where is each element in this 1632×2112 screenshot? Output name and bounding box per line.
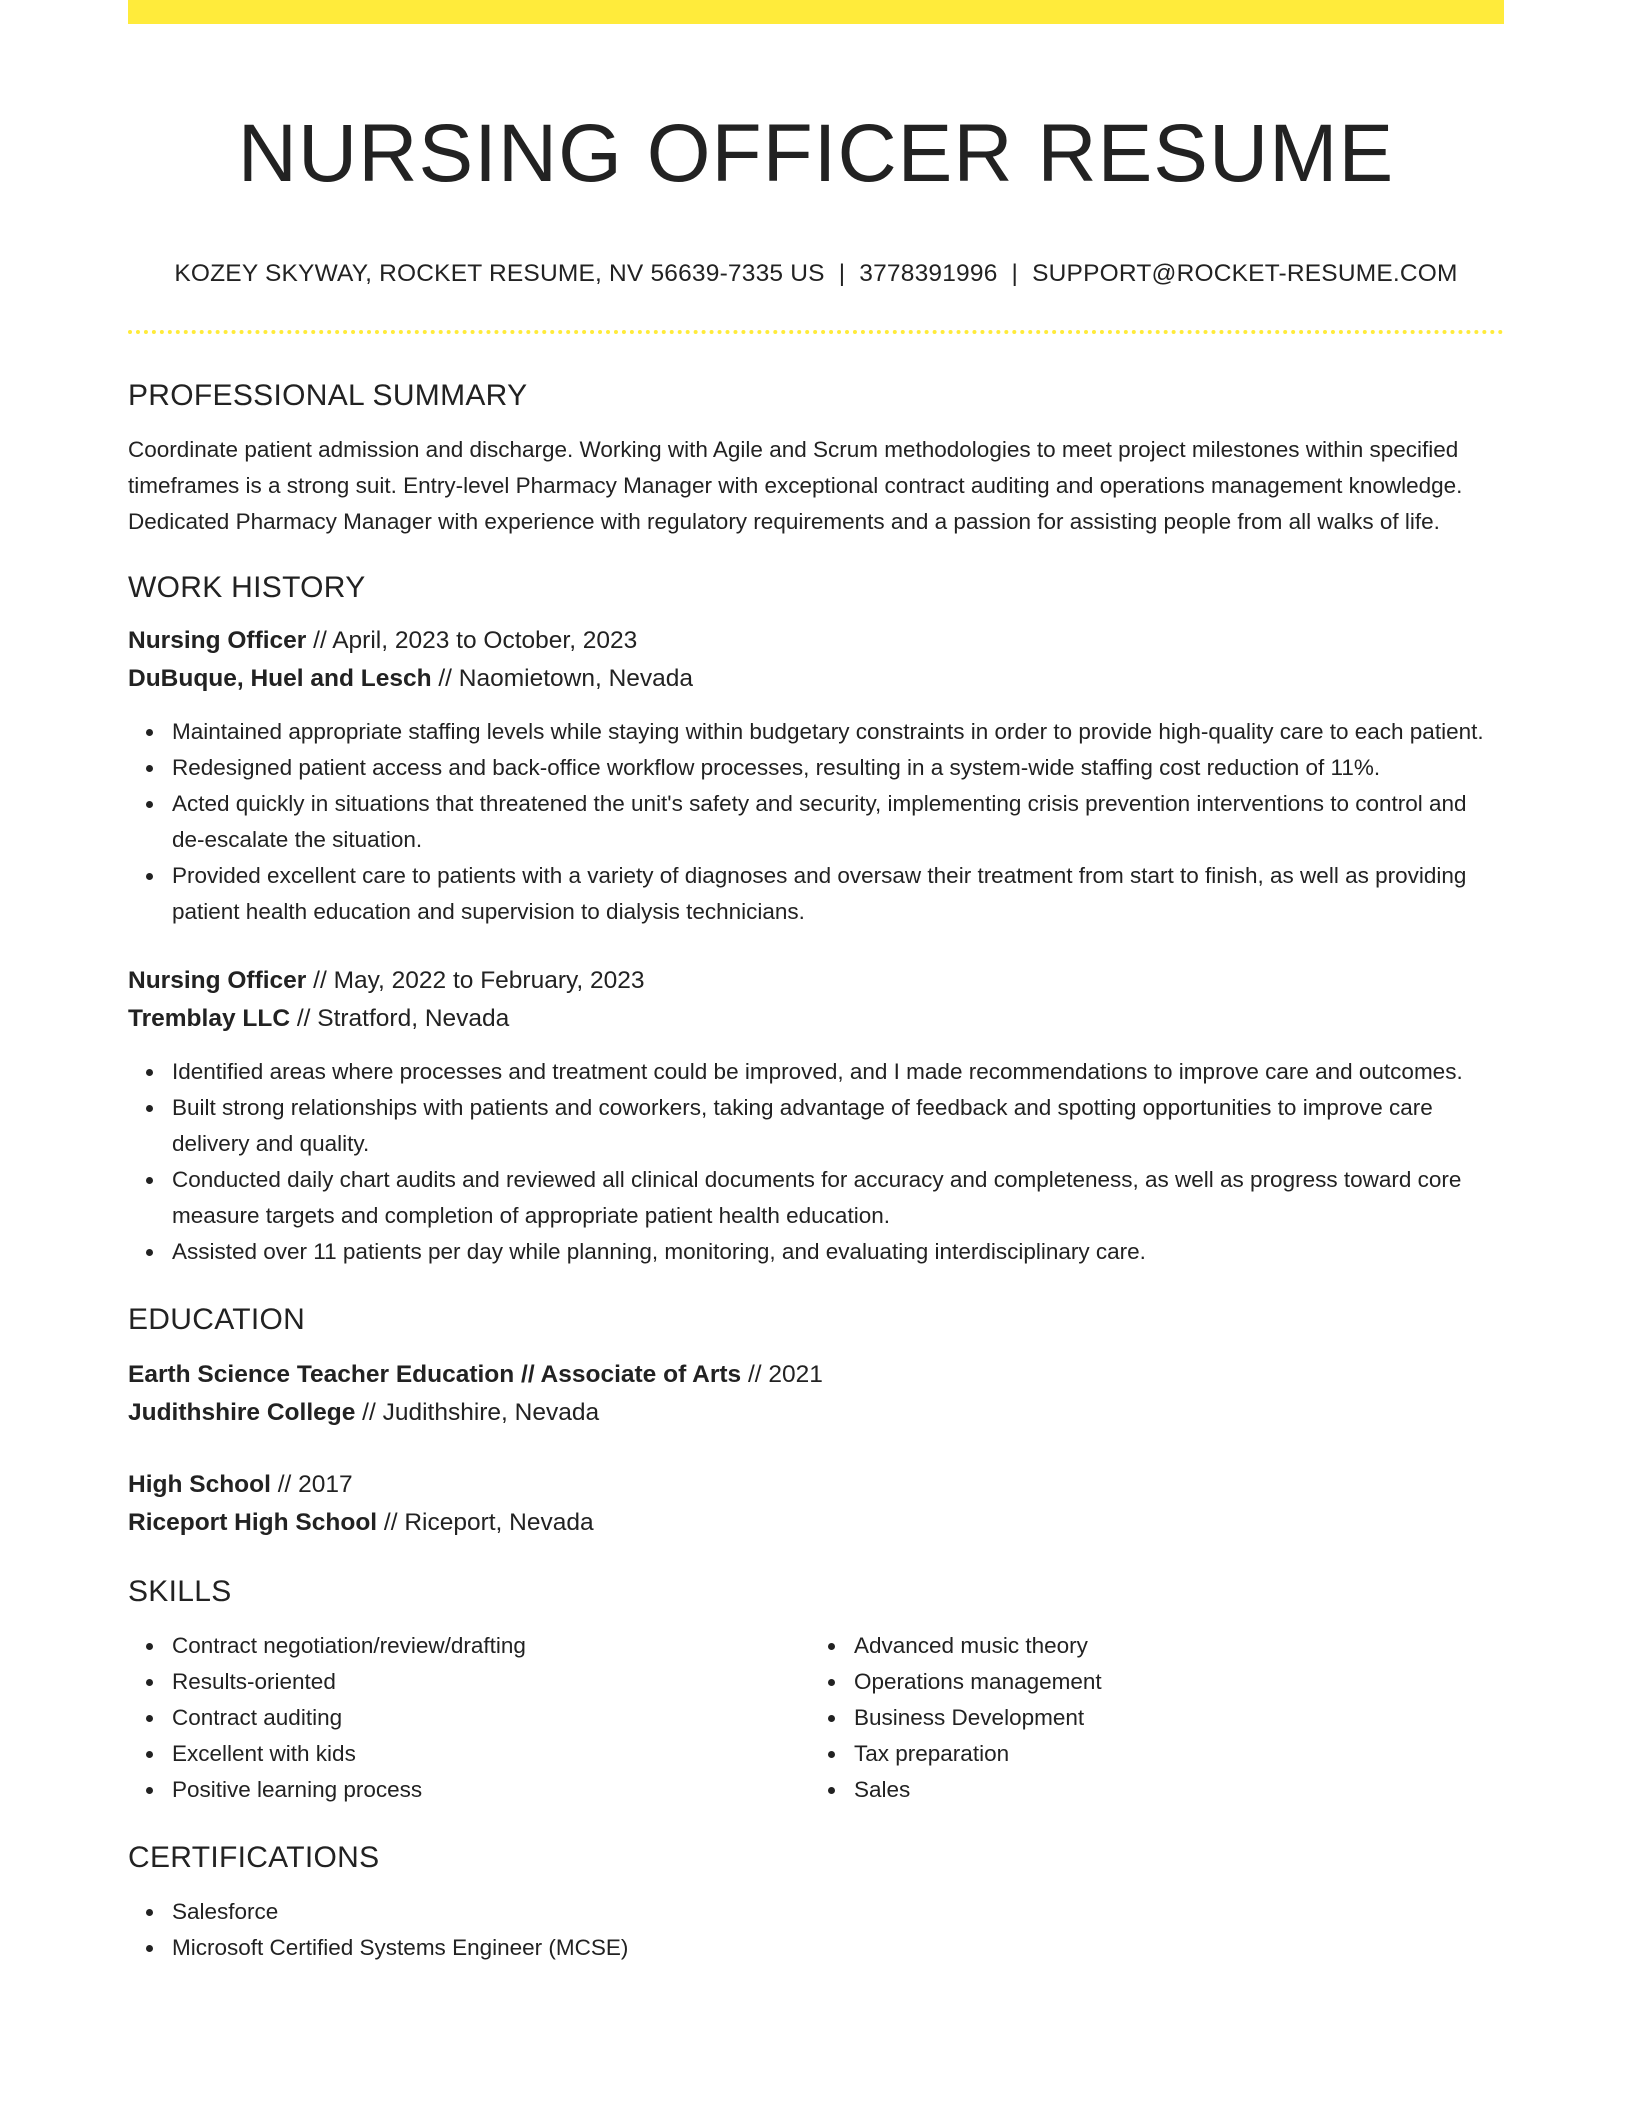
education-school: Judithshire College [128, 1399, 356, 1426]
list-item: Sales [854, 1772, 1504, 1808]
skills-heading: SKILLS [128, 1575, 232, 1608]
education-year: // 2017 [270, 1471, 353, 1498]
job-entry [128, 962, 1504, 1270]
dotted-divider [128, 330, 1504, 334]
list-item: Assisted over 11 patients per day while planning, monitoring, and evaluating interdisciplinary care. [172, 1234, 1504, 1270]
skills-column-right [816, 1628, 1504, 1808]
contact-address: KOZEY SKYWAY, ROCKET RESUME, NV 56639-7335 US [174, 260, 825, 287]
education-degree-line [128, 1356, 1504, 1394]
certifications-list [128, 1894, 1504, 1966]
job-title: Nursing Officer [128, 627, 307, 654]
list-item: Results-oriented [172, 1664, 816, 1700]
list-item: Business Development [854, 1700, 1504, 1736]
education-degree: Earth Science Teacher Education // Associate of Arts [128, 1361, 742, 1388]
skills-grid [128, 1628, 1504, 1808]
list-item: Built strong relationships with patients and coworkers, taking advantage of feedback and spotting opportunities to improve care delivery and quality. [172, 1090, 1504, 1162]
education-degree-line [128, 1466, 1504, 1504]
work-history-heading: WORK HISTORY [128, 571, 366, 604]
job-location: // Naomietown, Nevada [431, 665, 694, 692]
summary-heading: PROFESSIONAL SUMMARY [128, 379, 528, 412]
education-entry [128, 1466, 1504, 1542]
list-item: Identified areas where processes and treatment could be improved, and I made recommendations to improve care and outcomes. [172, 1054, 1504, 1090]
education-location: // Judithshire, Nevada [355, 1399, 600, 1426]
accent-top-bar [128, 0, 1504, 24]
list-item: Contract auditing [172, 1700, 816, 1736]
list-item: Salesforce [172, 1894, 1504, 1930]
job-dates: // May, 2022 to February, 2023 [306, 967, 645, 994]
job-title-line [128, 962, 1504, 1000]
contact-phone: 3778391996 [859, 260, 998, 287]
education-school: Riceport High School [128, 1509, 378, 1536]
job-company: DuBuque, Huel and Lesch [128, 665, 432, 692]
education-year: // 2021 [741, 1361, 823, 1388]
list-item: Positive learning process [172, 1772, 816, 1808]
list-item: Provided excellent care to patients with a variety of diagnoses and oversaw their treatment from start to finish, as well as providing patient health education and supervision to dialysis technicians. [172, 858, 1504, 930]
contact-line [128, 256, 1504, 292]
contact-separator: | [1011, 260, 1019, 287]
list-item: Excellent with kids [172, 1736, 816, 1772]
list-item: Tax preparation [854, 1736, 1504, 1772]
job-title: Nursing Officer [128, 967, 307, 994]
education-degree: High School [128, 1471, 271, 1498]
education-location: // Riceport, Nevada [377, 1509, 594, 1536]
job-dates: // April, 2023 to October, 2023 [306, 627, 638, 654]
job-company: Tremblay LLC [128, 1005, 291, 1032]
education-entry [128, 1356, 1504, 1432]
education-heading: EDUCATION [128, 1303, 306, 1336]
skills-column-left [128, 1628, 816, 1808]
resume-title: NURSING OFFICER RESUME [237, 108, 1395, 199]
contact-separator: | [838, 260, 846, 287]
certifications-heading: CERTIFICATIONS [128, 1841, 380, 1874]
list-item: Microsoft Certified Systems Engineer (MCSE) [172, 1930, 1504, 1966]
contact-email: SUPPORT@ROCKET-RESUME.COM [1032, 260, 1458, 287]
job-title-line [128, 622, 1504, 660]
job-entry [128, 622, 1504, 930]
job-bullets [128, 714, 1504, 930]
resume-page [128, 0, 1504, 1966]
list-item: Advanced music theory [854, 1628, 1504, 1664]
job-company-line [128, 660, 1504, 698]
list-item: Maintained appropriate staffing levels while staying within budgetary constraints in order to provide high-quality care to each patient. [172, 714, 1504, 750]
education-school-line [128, 1504, 1504, 1542]
job-bullets [128, 1054, 1504, 1270]
list-item: Acted quickly in situations that threatened the unit's safety and security, implementing crisis prevention interventions to control and de-escalate the situation. [172, 786, 1504, 858]
job-company-line [128, 1000, 1504, 1038]
job-location: // Stratford, Nevada [290, 1005, 510, 1032]
list-item: Operations management [854, 1664, 1504, 1700]
list-item: Conducted daily chart audits and reviewed all clinical documents for accuracy and completeness, as well as progress toward core measure targets and completion of appropriate patient health education. [172, 1162, 1504, 1234]
list-item: Redesigned patient access and back-office workflow processes, resulting in a system-wide staffing cost reduction of 11%. [172, 750, 1504, 786]
list-item: Contract negotiation/review/drafting [172, 1628, 816, 1664]
education-school-line [128, 1394, 1504, 1432]
summary-text: Coordinate patient admission and discharge. Working with Agile and Scrum methodologies to meet project milestones within specified timeframes is a strong suit. Entry-level Pharmacy Manager with exceptional contract auditing and operations management knowledge. Dedicated Pharmacy Manager with experience with regulatory requirements and a passion for assisting people from all walks of life. [128, 437, 1463, 534]
